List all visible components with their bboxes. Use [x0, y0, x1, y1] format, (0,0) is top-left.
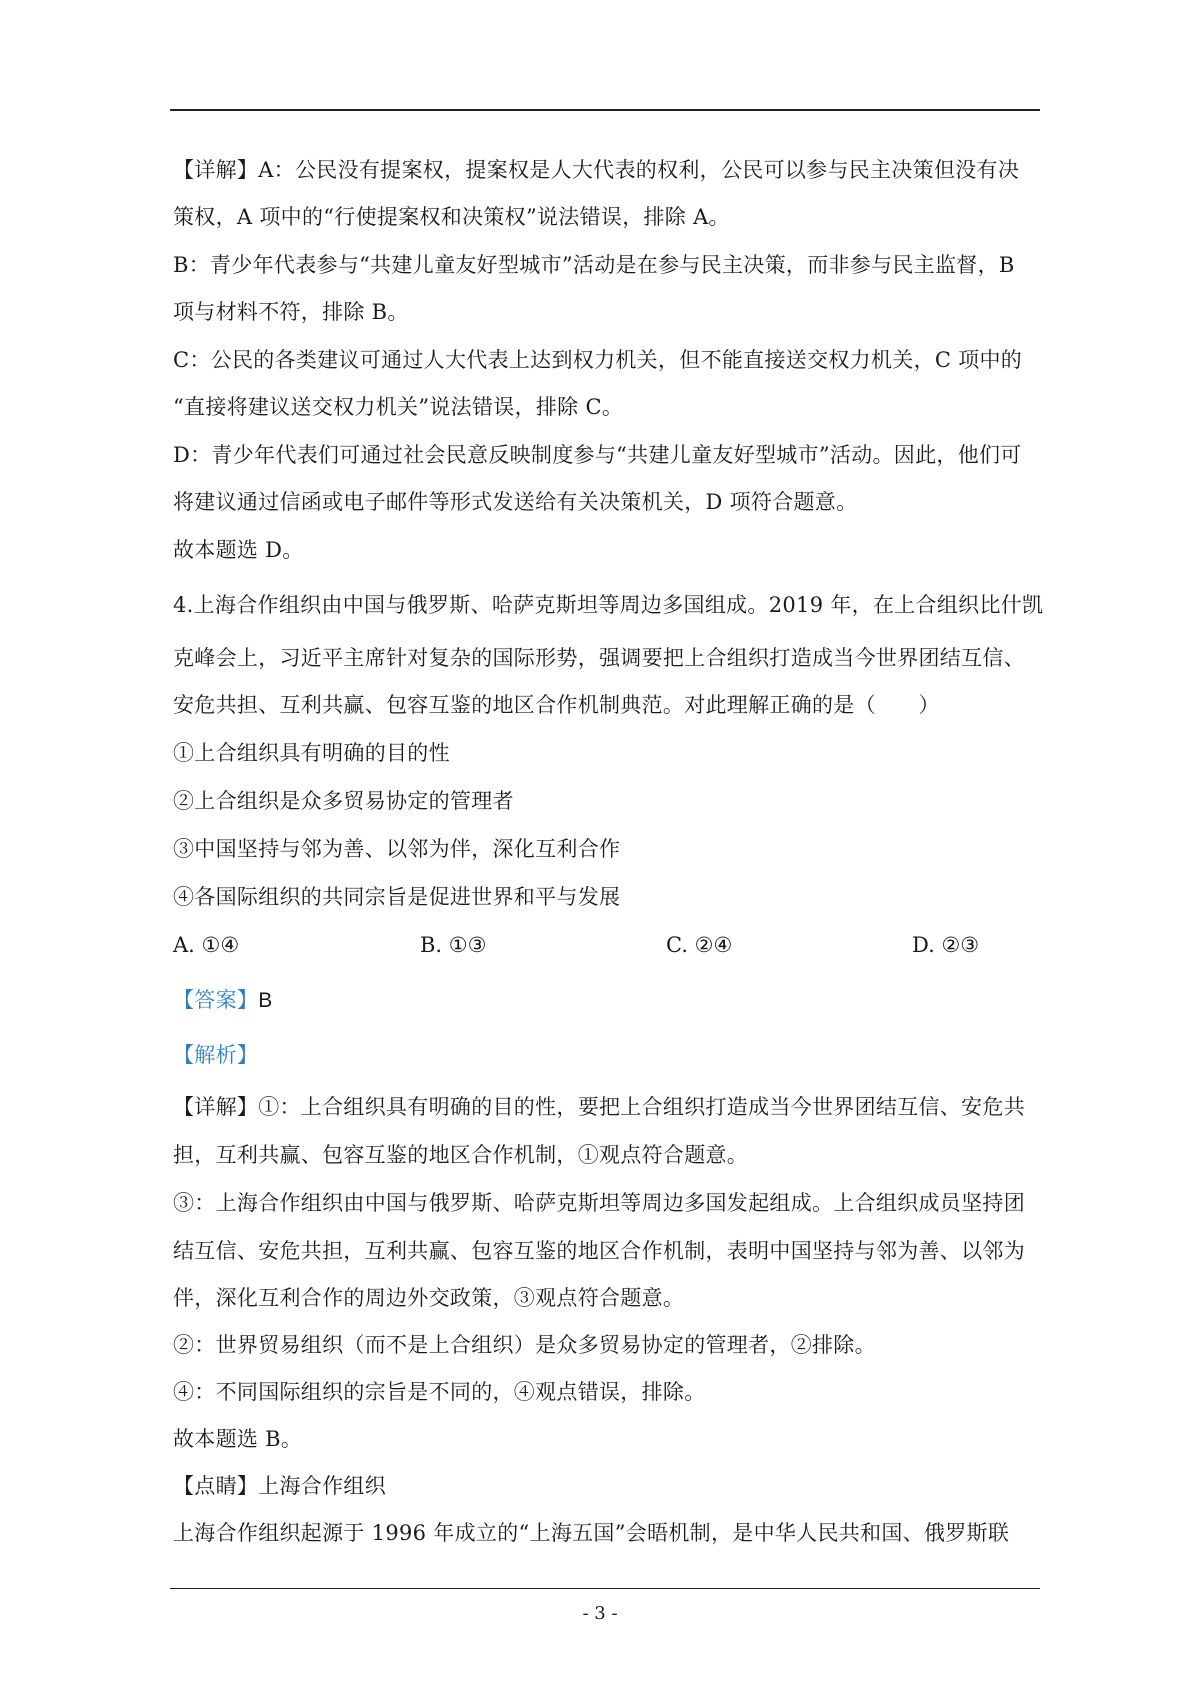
text-line: “直接将建议送交权力机关”说法错误，排除 C。	[173, 395, 624, 419]
text-line: B：青少年代表参与“共建儿童友好型城市”活动是在参与民主决策，而非参与民主监督，B	[173, 253, 1015, 277]
text-line: 【详解】①：上合组织具有明确的目的性，要把上合组织打造成当今世界团结互信、安危共	[173, 1095, 1025, 1119]
answer-label: 【答案】	[173, 988, 259, 1012]
option-a: A. ①④	[173, 933, 240, 957]
option-c: C. ②④	[666, 933, 733, 957]
text-line: D：青少年代表们可通过社会民意反映制度参与“共建儿童友好型城市”活动。因此，他们可	[173, 443, 1022, 467]
option-d: D. ②③	[912, 933, 980, 957]
answer-value: B	[258, 989, 273, 1012]
text-line: 结互信、安危共担，互利共赢、包容互鉴的地区合作机制，表明中国坚持与邻为善、以邻为	[173, 1239, 1025, 1263]
text-line: 将建议通过信函或电子邮件等形式发送给有关决策机关，D 项符合题意。	[173, 490, 858, 514]
page-number: - 3 -	[582, 1603, 618, 1624]
text-line: 伴，深化互利合作的周边外交政策，③观点符合题意。	[173, 1286, 685, 1310]
text-line: 策权，A 项中的“行使提案权和决策权”说法错误，排除 A。	[173, 205, 730, 229]
header-rule	[170, 109, 1040, 111]
question-stem: 4.上海合作组织由中国与俄罗斯、哈萨克斯坦等周边多国组成。2019 年，在上合组织比什凯	[173, 593, 1044, 617]
statement-item: ③中国坚持与邻为善、以邻为伴，深化互利合作	[173, 837, 621, 861]
option-b: B. ①③	[420, 933, 487, 957]
statement-item: ①上合组织具有明确的目的性	[173, 741, 450, 765]
footer-rule	[170, 1588, 1040, 1589]
analysis-label: 【解析】	[173, 1043, 259, 1067]
text-line: ④：不同国际组织的宗旨是不同的，④观点错误，排除。	[173, 1380, 706, 1404]
text-line: 上海合作组织起源于 1996 年成立的“上海五国”会晤机制，是中华人民共和国、俄罗斯联	[173, 1521, 1010, 1545]
text-line: 故本题选 D。	[173, 538, 304, 562]
statement-item: ②上合组织是众多贸易协定的管理者	[173, 789, 514, 813]
text-line: C：公民的各类建议可通过人大代表上达到权力机关，但不能直接送交权力机关，C 项中的	[173, 348, 1023, 372]
text-line: 【详解】A：公民没有提案权，提案权是人大代表的权利，公民可以参与民主决策但没有决	[173, 158, 1020, 182]
answer-line	[173, 985, 273, 1016]
text-line: ③：上海合作组织由中国与俄罗斯、哈萨克斯坦等周边多国发起组成。上合组织成员坚持团	[173, 1191, 1025, 1215]
question-stem: 克峰会上，习近平主席针对复杂的国际形势，强调要把上合组织打造成当今世界团结互信、	[173, 646, 1025, 670]
statement-item: ④各国际组织的共同宗旨是促进世界和平与发展	[173, 885, 621, 909]
text-line: 故本题选 B。	[173, 1427, 303, 1451]
text-line: 担，互利共赢、包容互鉴的地区合作机制，①观点符合题意。	[173, 1143, 749, 1167]
text-line: ②：世界贸易组织（而不是上合组织）是众多贸易协定的管理者，②排除。	[173, 1333, 876, 1357]
question-stem: 安危共担、互利共赢、包容互鉴的地区合作机制典范。对此理解正确的是（ ）	[173, 693, 940, 717]
text-line: 项与材料不符，排除 B。	[173, 300, 409, 324]
tip-heading: 【点睛】上海合作组织	[173, 1474, 386, 1498]
